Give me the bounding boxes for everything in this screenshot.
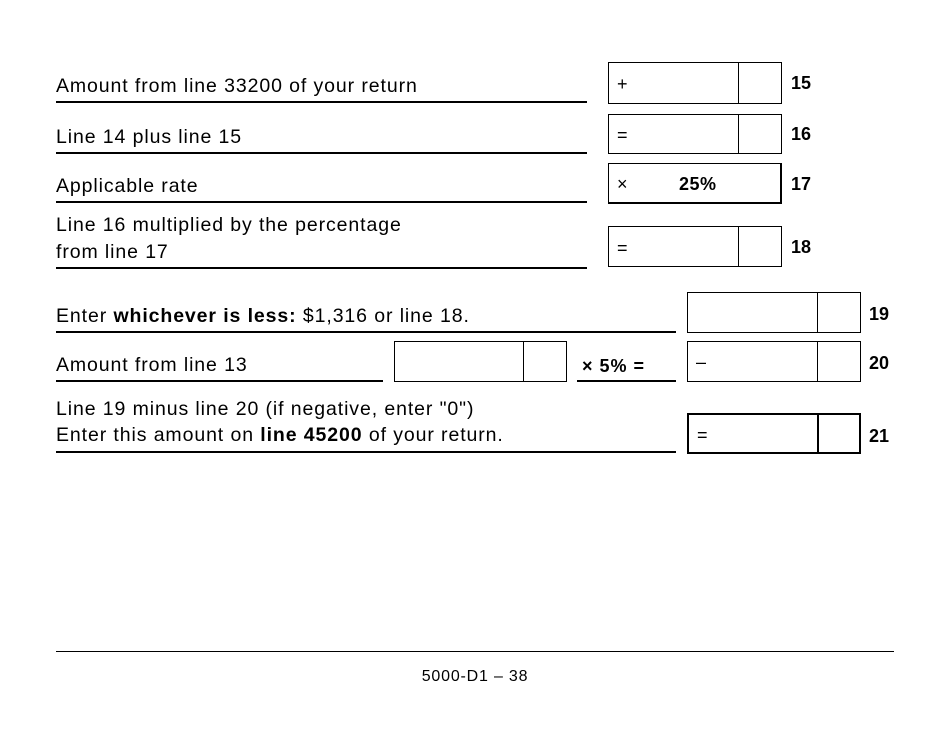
line-16-input[interactable]: [608, 114, 782, 154]
line-16-rule: [56, 152, 587, 154]
line-16-label: Line 14 plus line 15: [56, 126, 243, 148]
line-15-number: 15: [791, 73, 812, 93]
line-21-number: 21: [869, 426, 890, 446]
line-15-operator: +: [617, 74, 628, 94]
line-17-rate: 25%: [679, 174, 717, 194]
line-20-rule-right: [577, 380, 676, 382]
line-21-cents: [817, 415, 819, 452]
line-13-amount-cents: [523, 342, 524, 381]
line-21-label-line2: [56, 423, 504, 447]
line-16-cents: [738, 115, 739, 153]
line-15-input[interactable]: [608, 62, 782, 104]
line-20-input[interactable]: [687, 341, 861, 382]
line-21-operator: =: [697, 425, 708, 445]
line-17-rule: [56, 201, 587, 203]
line-17-rate-box: [608, 163, 782, 204]
line-16-operator: =: [617, 125, 628, 145]
line-19-label: [56, 304, 470, 328]
line-21-rule: [56, 451, 676, 453]
line-19-input[interactable]: [687, 292, 861, 333]
line-17-label: Applicable rate: [56, 175, 199, 197]
line-18-label-line1: Line 16 multiplied by the percentage: [56, 214, 402, 236]
line-21-label-line1: Line 19 minus line 20 (if negative, enter "0"): [56, 398, 475, 420]
line-20-number: 20: [869, 353, 890, 373]
line-19-cents: [817, 293, 818, 332]
line-19-label-pre: Enter: [56, 305, 114, 327]
line-19-label-post: $1,316 or line 18.: [296, 305, 470, 327]
line-17-operator: ×: [617, 174, 628, 194]
line-18-cents: [738, 227, 739, 266]
line-18-label-line2: from line 17: [56, 241, 169, 263]
line-19-number: 19: [869, 304, 890, 324]
line-20-multiplier: × 5% =: [582, 356, 646, 376]
line-21-label-line2-pre: Enter this amount on: [56, 424, 261, 446]
line-18-input[interactable]: [608, 226, 782, 267]
line-19-rule: [56, 331, 676, 333]
line-16-number: 16: [791, 124, 812, 144]
line-20-operator: –: [696, 352, 707, 372]
line-20-cents: [817, 342, 818, 381]
line-20-rule-left: [56, 380, 383, 382]
line-20-label: Amount from line 13: [56, 354, 248, 376]
footer-rule: [56, 651, 894, 652]
line-15-rule: [56, 101, 587, 103]
line-13-amount-input[interactable]: [394, 341, 567, 382]
line-18-rule: [56, 267, 587, 269]
line-21-label-line2-bold: line 45200: [260, 424, 363, 446]
line-15-label: Amount from line 33200 of your return: [56, 75, 418, 97]
line-18-number: 18: [791, 237, 812, 257]
line-15-cents: [738, 63, 739, 103]
line-17-number: 17: [791, 174, 812, 194]
line-18-operator: =: [617, 238, 628, 258]
line-19-label-bold: whichever is less:: [113, 305, 297, 327]
page-footer: 5000-D1 – 38: [421, 668, 529, 685]
line-21-label-line2-post: of your return.: [362, 424, 504, 446]
line-21-input[interactable]: [687, 413, 861, 454]
